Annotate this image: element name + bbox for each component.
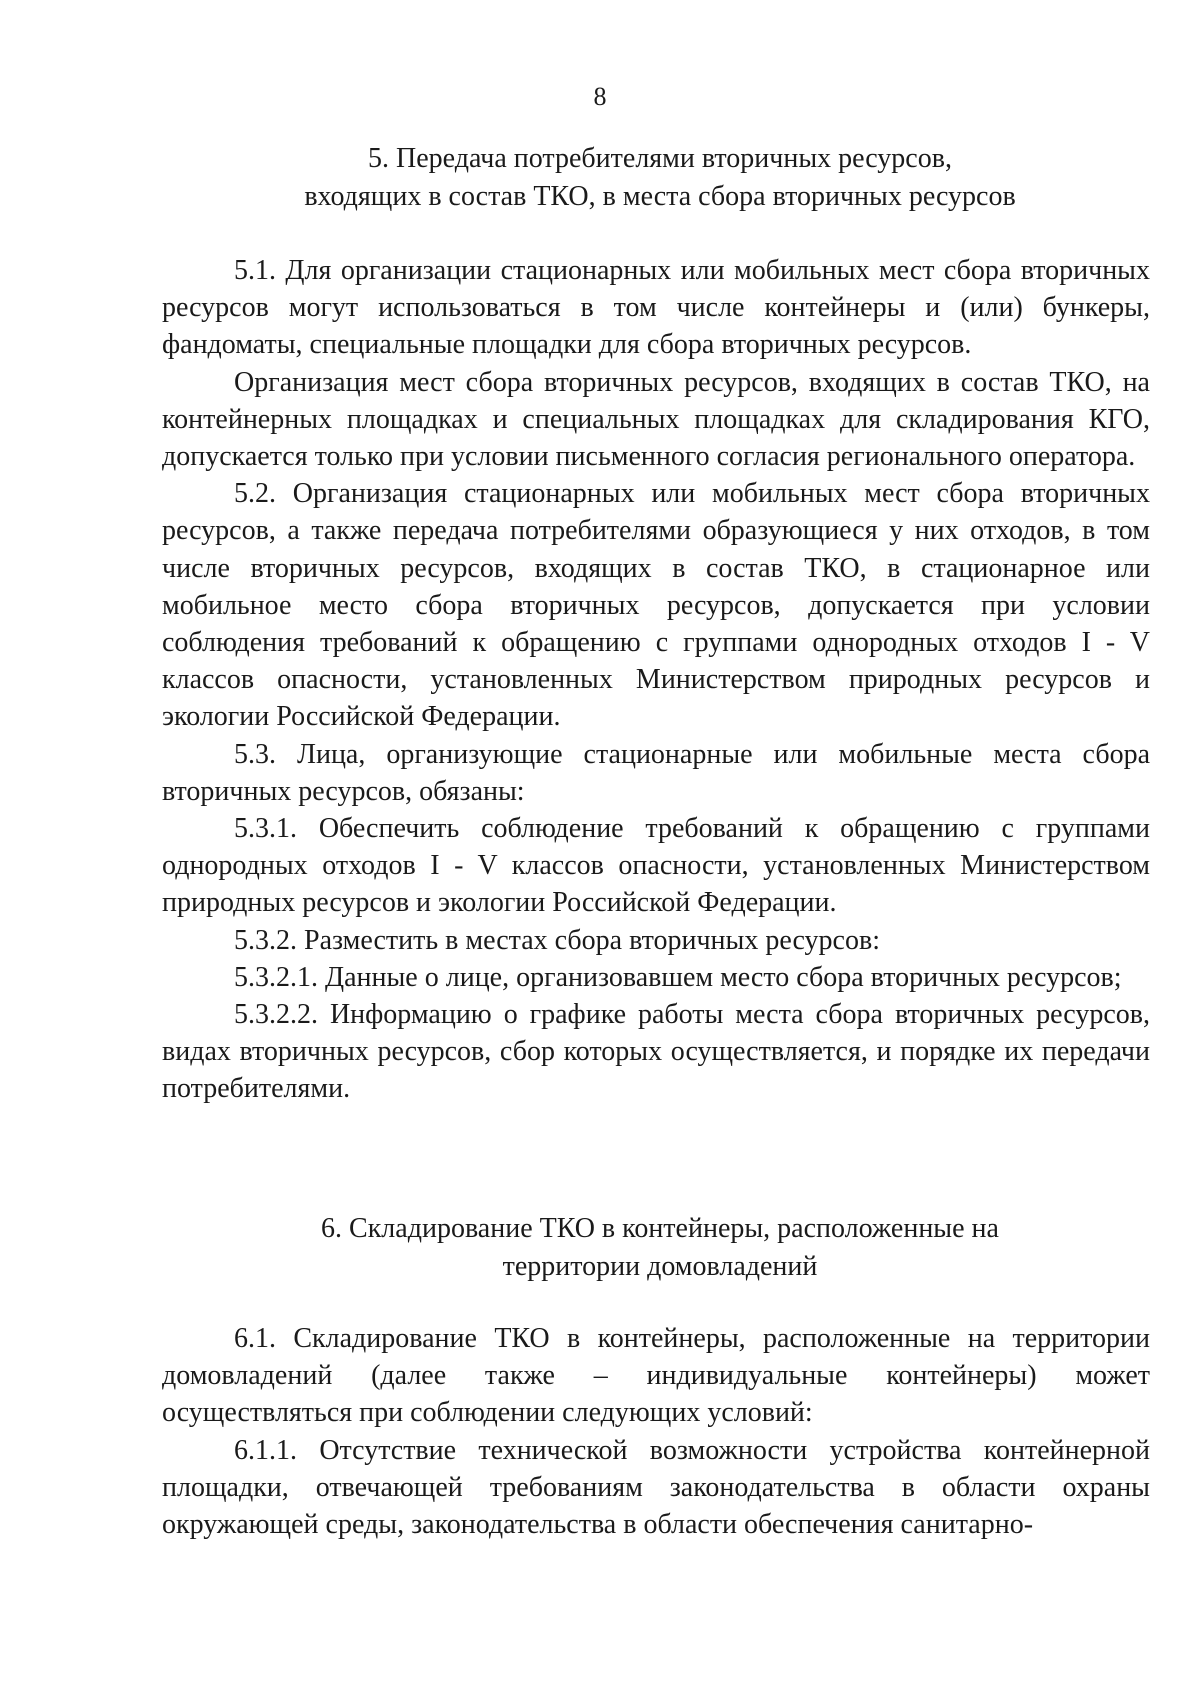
section-5-heading-line-2: входящих в состав ТКО, в места сбора вторичных ресурсов — [304, 181, 1016, 212]
paragraph-5-2: 5.2. Организация стационарных или мобильных мест сбора вторичных ресурсов, а также передача потребителями образующиеся у них отходов, в том числе вторичных ресурсов, входящих в состав ТКО, в стационарное или мобильное место сбора вторичных ресурсов, допускается при условии соблюдения требований к обращению с группами однородных отходов I - V классов опасности, установленных Министерством природных ресурсов и экологии Российской Федерации. — [162, 478, 1150, 733]
page-number: 8 — [593, 82, 607, 111]
section-6-body — [162, 1320, 1150, 1543]
paragraph-5-3: 5.3. Лица, организующие стационарные или мобильные места сбора вторичных ресурсов, обязаны: — [162, 738, 1150, 807]
paragraph-5-3-1: 5.3.1. Обеспечить соблюдение требований к обращению с группами однородных отходов I - V классов опасности, установленных Министерством природных ресурсов и экологии Российской Федерации. — [162, 813, 1150, 919]
section-6-heading — [160, 1210, 1160, 1286]
section-6-heading-line-1: 6. Складирование ТКО в контейнеры, расположенные на — [321, 1213, 999, 1244]
section-5-heading — [160, 140, 1160, 216]
paragraph-5-3-2: 5.3.2. Разместить в местах сбора вторичных ресурсов: — [234, 924, 880, 956]
paragraph-5-3-2-2: 5.3.2.2. Информацию о графике работы места сбора вторичных ресурсов, видах вторичных ресурсов, сбор которых осуществляется, и порядке их передачи потребителями. — [162, 999, 1150, 1105]
paragraph-5-1-continued: Организация мест сбора вторичных ресурсов, входящих в состав ТКО, на контейнерных площадках и специальных площадках для складирования КГО, допускается только при условии письменного согласия регионального оператора. — [162, 366, 1150, 473]
section-6-heading-line-2: территории домовладений — [502, 1251, 818, 1282]
paragraph-5-3-2-1: 5.3.2.1. Данные о лице, организовавшем место сбора вторичных ресурсов; — [234, 961, 1122, 993]
paragraph-6-1-1: 6.1.1. Отсутствие технической возможности устройства контейнерной площадки, отвечающей требованиям законодательства в области охраны окружающей среды, законодательства в области обеспечения санитарно- — [162, 1434, 1150, 1541]
paragraph-6-1: 6.1. Складирование ТКО в контейнеры, расположенные на территории домовладений (далее также – индивидуальные контейнеры) может осуществляться при соблюдении следующих условий: — [162, 1323, 1150, 1429]
paragraph-5-1: 5.1. Для организации стационарных или мобильных мест сбора вторичных ресурсов могут использоваться в том числе контейнеры и (или) бункеры, фандоматы, специальные площадки для сбора вторичных ресурсов. — [162, 255, 1150, 361]
section-5-heading-line-1: 5. Передача потребителями вторичных ресурсов, — [368, 143, 952, 174]
section-5-body — [162, 252, 1150, 1108]
